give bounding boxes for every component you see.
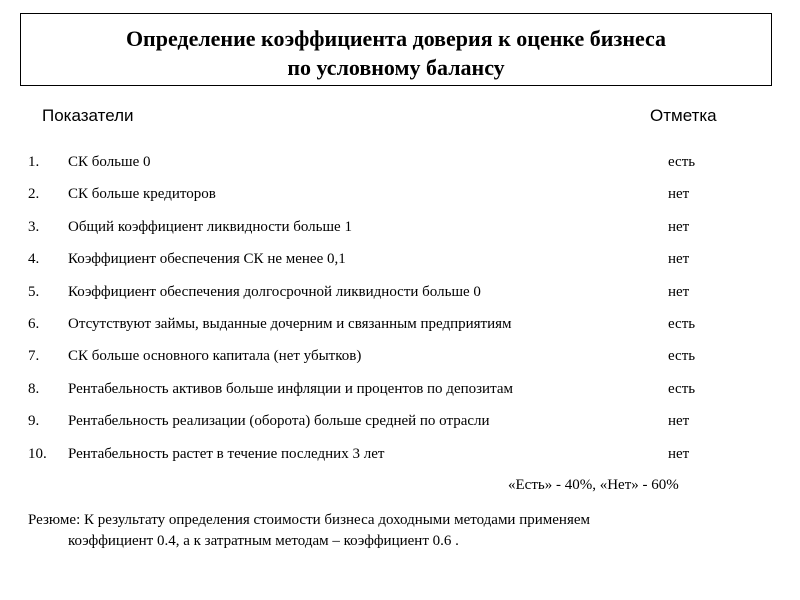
item-text: Рентабельность растет в течение последних 3 лет bbox=[68, 445, 385, 462]
item-number: 6. bbox=[28, 315, 40, 332]
item-number: 9. bbox=[28, 413, 40, 430]
item-mark: есть bbox=[668, 315, 696, 332]
item-mark: есть bbox=[668, 348, 696, 365]
item-mark: нет bbox=[668, 186, 690, 203]
list-item bbox=[0, 184, 800, 216]
list-item bbox=[0, 282, 800, 314]
item-text: Рентабельность активов больше инфляции и процентов по депозитам bbox=[68, 380, 513, 397]
list-item bbox=[0, 346, 800, 378]
list-item bbox=[0, 249, 800, 281]
item-text: Коэффициент обеспечения СК не менее 0,1 bbox=[68, 251, 346, 268]
list-item bbox=[0, 217, 800, 249]
item-number: 8. bbox=[28, 380, 40, 397]
item-text: СК больше 0 bbox=[68, 154, 151, 170]
item-text: Коэффициент обеспечения долгосрочной ликвидности больше 0 bbox=[68, 283, 481, 300]
item-number: 2. bbox=[28, 186, 40, 203]
resume-text bbox=[28, 510, 728, 552]
item-mark: есть bbox=[668, 380, 696, 397]
mark-header: Отметка bbox=[650, 106, 717, 125]
resume-line-1: Резюме: К результату определения стоимости бизнеса доходными методами применяем bbox=[28, 512, 590, 528]
item-text: Рентабельность реализации (оборота) больше средней по отрасли bbox=[68, 413, 490, 430]
indicators-header: Показатели bbox=[42, 106, 134, 125]
item-number: 10. bbox=[28, 445, 47, 462]
resume-line-2: коэффициент 0.4, а к затратным методам – коэффициент 0.6 . bbox=[68, 533, 459, 549]
list-item bbox=[0, 314, 800, 346]
list-item bbox=[0, 444, 800, 476]
item-number: 4. bbox=[28, 251, 40, 268]
item-mark: нет bbox=[668, 251, 690, 268]
item-mark: нет bbox=[668, 218, 690, 235]
list-item bbox=[0, 152, 800, 184]
item-text: СК больше кредиторов bbox=[68, 186, 216, 203]
item-text: Отсутствуют займы, выданные дочерним и связанным предприятиям bbox=[68, 315, 512, 332]
item-number: 1. bbox=[28, 154, 40, 170]
title-line-2: по условному балансу bbox=[287, 55, 505, 80]
item-number: 3. bbox=[28, 218, 40, 235]
item-number: 7. bbox=[28, 348, 40, 365]
item-text: Общий коэффициент ликвидности больше 1 bbox=[68, 218, 352, 235]
result-summary: «Есть» - 40%, «Нет» - 60% bbox=[508, 477, 679, 493]
indicator-list bbox=[0, 152, 800, 476]
item-text: СК больше основного капитала (нет убытков) bbox=[68, 348, 362, 365]
item-mark: нет bbox=[668, 445, 690, 462]
item-mark: есть bbox=[668, 154, 696, 170]
title-line-1: Определение коэффициента доверия к оценке бизнеса bbox=[125, 26, 667, 51]
slide-title bbox=[20, 13, 772, 86]
item-mark: нет bbox=[668, 413, 690, 430]
item-mark: нет bbox=[668, 283, 690, 300]
item-number: 5. bbox=[28, 283, 40, 300]
list-item bbox=[0, 379, 800, 411]
list-item bbox=[0, 411, 800, 443]
